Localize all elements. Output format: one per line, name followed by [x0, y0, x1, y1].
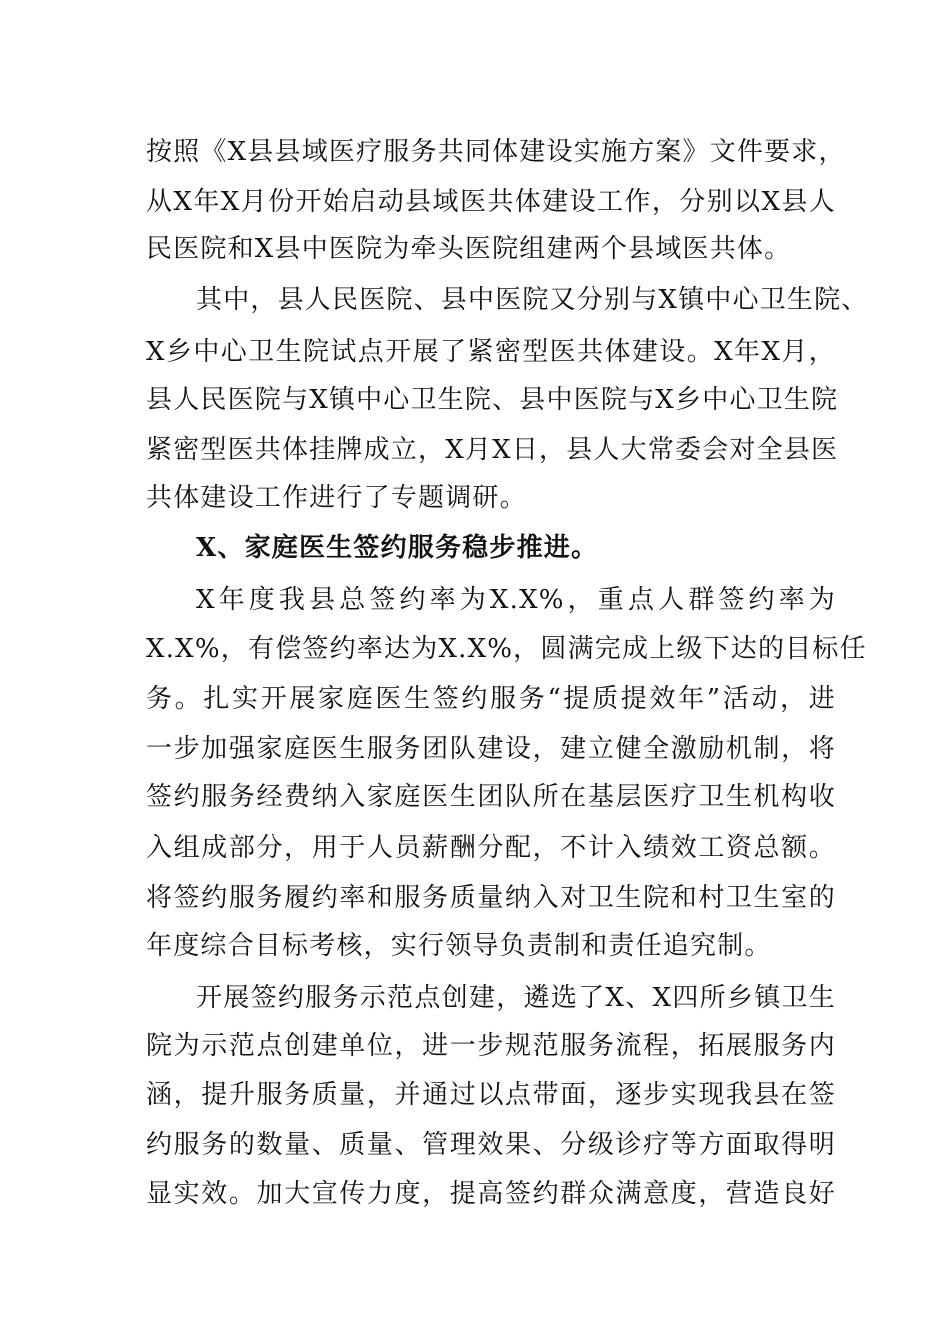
text-line-6: 县人民医院与X镇中心卫生院、县中医院与X乡中心卫生院: [146, 385, 839, 415]
text-line-22: 显实效。加大宣传力度，提高签约群众满意度，营造良好: [146, 1179, 836, 1209]
section-heading: X、家庭医生签约服务稳步推进。: [196, 533, 599, 563]
text-line-19: 院为示范点创建单位，进一步规范服务流程，拓展服务内: [146, 1031, 836, 1061]
text-line-15: 入组成部分，用于人员薪酬分配，不计入绩效工资总额。: [146, 833, 836, 863]
text-line-14: 签约服务经费纳入家庭医生团队所在基层医疗卫生机构收: [146, 782, 836, 812]
text-line-21: 约服务的数量、质量、管理效果、分级诊疗等方面取得明: [146, 1130, 836, 1160]
text-line-8: 共体建设工作进行了专题调研。: [146, 483, 527, 513]
text-line-1: 按照《X县县域医疗服务共同体建设实施方案》文件要求，: [146, 137, 846, 167]
text-line-4: 其中，县人民医院、县中医院又分别与X镇中心卫生院、: [196, 285, 869, 315]
text-line-10: X年度我县总签约率为X.X%，重点人群签约率为: [196, 585, 836, 615]
text-line-3: 民医院和X县中医院为牵头医院组建两个县域医共体。: [146, 234, 792, 264]
text-line-18: 开展签约服务示范点创建，遴选了X、X四所乡镇卫生: [196, 983, 836, 1013]
text-line-11: X.X%，有偿签约率达为X.X%，圆满完成上级下达的目标任: [146, 634, 867, 664]
text-line-5: X乡中心卫生院试点开展了紧密型医共体建设。X年X月，: [146, 337, 836, 367]
text-line-16: 将签约服务履约率和服务质量纳入对卫生院和村卫生室的: [146, 883, 836, 913]
text-line-7: 紧密型医共体挂牌成立，X月X日，县人大常委会对全县医: [146, 435, 839, 465]
text-line-13: 一步加强家庭医生服务团队建设，建立健全激励机制，将: [146, 734, 836, 764]
text-line-20: 涵，提升服务质量，并通过以点带面，逐步实现我县在签: [146, 1080, 836, 1110]
text-line-2: 从X年X月份开始启动县域医共体建设工作，分别以X县人: [146, 187, 836, 217]
text-line-17: 年度综合目标考核，实行领导负责制和责任追究制。: [146, 931, 772, 961]
text-line-12: 务。扎实开展家庭医生签约服务“提质提效年”活动，进: [146, 684, 836, 714]
